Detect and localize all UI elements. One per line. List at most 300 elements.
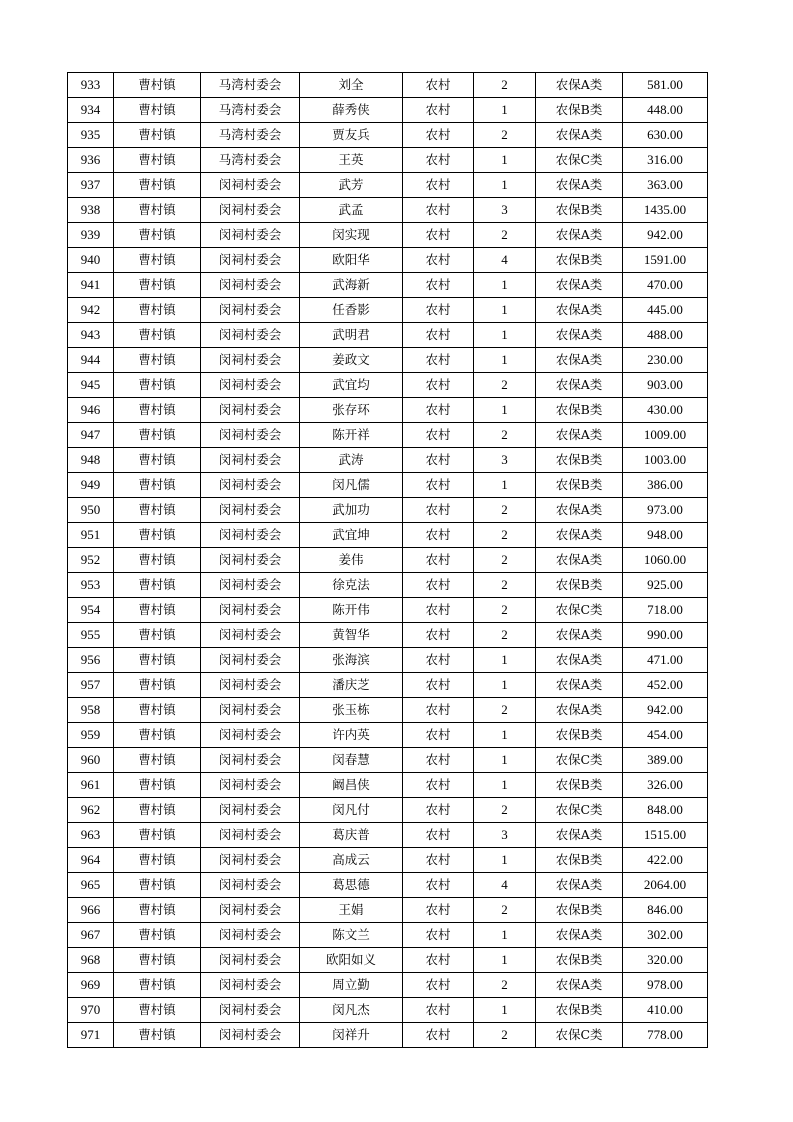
table-row (68, 748, 708, 773)
table-row (68, 998, 708, 1023)
table-row (68, 223, 708, 248)
village-committee-cell: 闵祠村委会 (201, 748, 300, 773)
insurance-category-cell: 农保C类 (536, 798, 623, 823)
amount-cell: 990.00 (623, 623, 708, 648)
table-row (68, 948, 708, 973)
household-type-cell: 农村 (403, 123, 474, 148)
town-cell: 曹村镇 (114, 548, 201, 573)
insurance-category-cell: 农保A类 (536, 423, 623, 448)
household-size-cell: 1 (474, 998, 536, 1023)
table-row (68, 98, 708, 123)
table-row (68, 423, 708, 448)
amount-cell: 1591.00 (623, 248, 708, 273)
household-size-cell: 2 (474, 698, 536, 723)
amount-cell: 389.00 (623, 748, 708, 773)
amount-cell: 471.00 (623, 648, 708, 673)
serial-number-cell: 955 (68, 623, 114, 648)
name-cell: 武加功 (300, 498, 403, 523)
name-cell: 王英 (300, 148, 403, 173)
town-cell: 曹村镇 (114, 798, 201, 823)
village-committee-cell: 马湾村委会 (201, 123, 300, 148)
town-cell: 曹村镇 (114, 673, 201, 698)
town-cell: 曹村镇 (114, 998, 201, 1023)
serial-number-cell: 961 (68, 773, 114, 798)
name-cell: 张海滨 (300, 648, 403, 673)
town-cell: 曹村镇 (114, 523, 201, 548)
household-type-cell: 农村 (403, 323, 474, 348)
name-cell: 闵实现 (300, 223, 403, 248)
village-committee-cell: 闵祠村委会 (201, 623, 300, 648)
household-type-cell: 农村 (403, 198, 474, 223)
household-type-cell: 农村 (403, 648, 474, 673)
name-cell: 陈开伟 (300, 598, 403, 623)
table-row (68, 598, 708, 623)
name-cell: 潘庆芝 (300, 673, 403, 698)
household-size-cell: 2 (474, 223, 536, 248)
village-committee-cell: 闵祠村委会 (201, 373, 300, 398)
village-committee-cell: 闵祠村委会 (201, 673, 300, 698)
household-type-cell: 农村 (403, 548, 474, 573)
insurance-category-cell: 农保A类 (536, 273, 623, 298)
village-committee-cell: 闵祠村委会 (201, 698, 300, 723)
serial-number-cell: 953 (68, 573, 114, 598)
name-cell: 武涛 (300, 448, 403, 473)
table-row (68, 773, 708, 798)
amount-cell: 363.00 (623, 173, 708, 198)
table-row (68, 348, 708, 373)
amount-cell: 454.00 (623, 723, 708, 748)
amount-cell: 1060.00 (623, 548, 708, 573)
household-size-cell: 1 (474, 398, 536, 423)
table-row (68, 573, 708, 598)
name-cell: 许内英 (300, 723, 403, 748)
amount-cell: 778.00 (623, 1023, 708, 1048)
amount-cell: 448.00 (623, 98, 708, 123)
village-committee-cell: 闵祠村委会 (201, 723, 300, 748)
table-row (68, 523, 708, 548)
serial-number-cell: 970 (68, 998, 114, 1023)
serial-number-cell: 968 (68, 948, 114, 973)
table-row (68, 123, 708, 148)
serial-number-cell: 943 (68, 323, 114, 348)
insurance-category-cell: 农保B类 (536, 573, 623, 598)
amount-cell: 488.00 (623, 323, 708, 348)
household-type-cell: 农村 (403, 573, 474, 598)
town-cell: 曹村镇 (114, 923, 201, 948)
table-row (68, 823, 708, 848)
insurance-category-cell: 农保A类 (536, 673, 623, 698)
amount-cell: 410.00 (623, 998, 708, 1023)
household-type-cell: 农村 (403, 248, 474, 273)
village-committee-cell: 马湾村委会 (201, 98, 300, 123)
insurance-category-cell: 农保B类 (536, 948, 623, 973)
table-row (68, 498, 708, 523)
name-cell: 周立勤 (300, 973, 403, 998)
amount-cell: 925.00 (623, 573, 708, 598)
amount-cell: 948.00 (623, 523, 708, 548)
village-committee-cell: 闵祠村委会 (201, 823, 300, 848)
household-type-cell: 农村 (403, 448, 474, 473)
name-cell: 武孟 (300, 198, 403, 223)
insurance-category-cell: 农保C类 (536, 148, 623, 173)
household-size-cell: 2 (474, 123, 536, 148)
town-cell: 曹村镇 (114, 248, 201, 273)
insurance-category-cell: 农保C类 (536, 598, 623, 623)
household-type-cell: 农村 (403, 798, 474, 823)
household-size-cell: 4 (474, 248, 536, 273)
household-type-cell: 农村 (403, 823, 474, 848)
name-cell: 武芳 (300, 173, 403, 198)
amount-cell: 1009.00 (623, 423, 708, 448)
household-type-cell: 农村 (403, 273, 474, 298)
insurance-category-cell: 农保A类 (536, 223, 623, 248)
village-committee-cell: 闵祠村委会 (201, 473, 300, 498)
village-committee-cell: 闵祠村委会 (201, 523, 300, 548)
town-cell: 曹村镇 (114, 423, 201, 448)
household-type-cell: 农村 (403, 348, 474, 373)
name-cell: 武宜均 (300, 373, 403, 398)
household-size-cell: 2 (474, 73, 536, 98)
serial-number-cell: 952 (68, 548, 114, 573)
amount-cell: 1003.00 (623, 448, 708, 473)
household-type-cell: 农村 (403, 473, 474, 498)
household-type-cell: 农村 (403, 73, 474, 98)
household-size-cell: 3 (474, 198, 536, 223)
name-cell: 武宜坤 (300, 523, 403, 548)
serial-number-cell: 959 (68, 723, 114, 748)
town-cell: 曹村镇 (114, 823, 201, 848)
name-cell: 闵凡付 (300, 798, 403, 823)
village-committee-cell: 闵祠村委会 (201, 423, 300, 448)
table-row (68, 848, 708, 873)
household-type-cell: 农村 (403, 948, 474, 973)
household-type-cell: 农村 (403, 698, 474, 723)
insurance-category-cell: 农保B类 (536, 198, 623, 223)
town-cell: 曹村镇 (114, 898, 201, 923)
amount-cell: 316.00 (623, 148, 708, 173)
household-size-cell: 2 (474, 498, 536, 523)
town-cell: 曹村镇 (114, 348, 201, 373)
household-type-cell: 农村 (403, 223, 474, 248)
insurance-category-cell: 农保A类 (536, 348, 623, 373)
household-size-cell: 1 (474, 848, 536, 873)
household-size-cell: 1 (474, 323, 536, 348)
name-cell: 贾友兵 (300, 123, 403, 148)
household-type-cell: 农村 (403, 298, 474, 323)
household-type-cell: 农村 (403, 748, 474, 773)
village-committee-cell: 马湾村委会 (201, 73, 300, 98)
household-type-cell: 农村 (403, 173, 474, 198)
serial-number-cell: 941 (68, 273, 114, 298)
village-committee-cell: 闵祠村委会 (201, 973, 300, 998)
village-committee-cell: 闵祠村委会 (201, 173, 300, 198)
household-type-cell: 农村 (403, 398, 474, 423)
table-row (68, 973, 708, 998)
household-type-cell: 农村 (403, 423, 474, 448)
village-committee-cell: 马湾村委会 (201, 148, 300, 173)
table-row (68, 198, 708, 223)
town-cell: 曹村镇 (114, 773, 201, 798)
insurance-category-cell: 农保C类 (536, 748, 623, 773)
amount-cell: 452.00 (623, 673, 708, 698)
serial-number-cell: 938 (68, 198, 114, 223)
serial-number-cell: 960 (68, 748, 114, 773)
village-committee-cell: 闵祠村委会 (201, 948, 300, 973)
insurance-category-cell: 农保A类 (536, 323, 623, 348)
household-type-cell: 农村 (403, 498, 474, 523)
serial-number-cell: 951 (68, 523, 114, 548)
name-cell: 张存环 (300, 398, 403, 423)
table-row (68, 373, 708, 398)
household-size-cell: 2 (474, 973, 536, 998)
table-row (68, 248, 708, 273)
village-committee-cell: 闵祠村委会 (201, 898, 300, 923)
serial-number-cell: 965 (68, 873, 114, 898)
town-cell: 曹村镇 (114, 398, 201, 423)
amount-cell: 942.00 (623, 223, 708, 248)
table-row (68, 723, 708, 748)
serial-number-cell: 942 (68, 298, 114, 323)
table-row (68, 173, 708, 198)
table-row (68, 1023, 708, 1048)
household-size-cell: 4 (474, 873, 536, 898)
household-type-cell: 农村 (403, 873, 474, 898)
household-type-cell: 农村 (403, 98, 474, 123)
town-cell: 曹村镇 (114, 473, 201, 498)
household-size-cell: 1 (474, 173, 536, 198)
village-committee-cell: 闵祠村委会 (201, 398, 300, 423)
village-committee-cell: 闵祠村委会 (201, 348, 300, 373)
serial-number-cell: 954 (68, 598, 114, 623)
serial-number-cell: 966 (68, 898, 114, 923)
beneficiary-table (67, 72, 708, 1048)
amount-cell: 718.00 (623, 598, 708, 623)
name-cell: 陈文兰 (300, 923, 403, 948)
household-size-cell: 2 (474, 798, 536, 823)
town-cell: 曹村镇 (114, 373, 201, 398)
table-row (68, 323, 708, 348)
serial-number-cell: 950 (68, 498, 114, 523)
household-size-cell: 1 (474, 723, 536, 748)
town-cell: 曹村镇 (114, 1023, 201, 1048)
household-type-cell: 农村 (403, 673, 474, 698)
serial-number-cell: 936 (68, 148, 114, 173)
village-committee-cell: 闵祠村委会 (201, 998, 300, 1023)
town-cell: 曹村镇 (114, 623, 201, 648)
village-committee-cell: 闵祠村委会 (201, 873, 300, 898)
serial-number-cell: 939 (68, 223, 114, 248)
town-cell: 曹村镇 (114, 273, 201, 298)
household-size-cell: 2 (474, 1023, 536, 1048)
amount-cell: 581.00 (623, 73, 708, 98)
village-committee-cell: 闵祠村委会 (201, 923, 300, 948)
name-cell: 姜政文 (300, 348, 403, 373)
village-committee-cell: 闵祠村委会 (201, 548, 300, 573)
town-cell: 曹村镇 (114, 323, 201, 348)
household-size-cell: 1 (474, 273, 536, 298)
household-type-cell: 农村 (403, 723, 474, 748)
household-size-cell: 1 (474, 98, 536, 123)
table-row (68, 473, 708, 498)
table-row (68, 698, 708, 723)
household-type-cell: 农村 (403, 598, 474, 623)
amount-cell: 386.00 (623, 473, 708, 498)
town-cell: 曹村镇 (114, 73, 201, 98)
insurance-category-cell: 农保A类 (536, 648, 623, 673)
serial-number-cell: 971 (68, 1023, 114, 1048)
insurance-category-cell: 农保A类 (536, 873, 623, 898)
amount-cell: 2064.00 (623, 873, 708, 898)
serial-number-cell: 957 (68, 673, 114, 698)
amount-cell: 326.00 (623, 773, 708, 798)
village-committee-cell: 闵祠村委会 (201, 273, 300, 298)
name-cell: 姜伟 (300, 548, 403, 573)
village-committee-cell: 闵祠村委会 (201, 1023, 300, 1048)
serial-number-cell: 937 (68, 173, 114, 198)
town-cell: 曹村镇 (114, 748, 201, 773)
serial-number-cell: 947 (68, 423, 114, 448)
household-size-cell: 3 (474, 448, 536, 473)
household-size-cell: 2 (474, 423, 536, 448)
amount-cell: 942.00 (623, 698, 708, 723)
name-cell: 葛庆普 (300, 823, 403, 848)
table-body (68, 73, 708, 1048)
town-cell: 曹村镇 (114, 598, 201, 623)
name-cell: 陈开祥 (300, 423, 403, 448)
name-cell: 阚昌侠 (300, 773, 403, 798)
amount-cell: 1435.00 (623, 198, 708, 223)
town-cell: 曹村镇 (114, 298, 201, 323)
serial-number-cell: 964 (68, 848, 114, 873)
serial-number-cell: 940 (68, 248, 114, 273)
town-cell: 曹村镇 (114, 148, 201, 173)
household-type-cell: 农村 (403, 898, 474, 923)
village-committee-cell: 闵祠村委会 (201, 598, 300, 623)
table-row (68, 148, 708, 173)
village-committee-cell: 闵祠村委会 (201, 298, 300, 323)
name-cell: 王娟 (300, 898, 403, 923)
name-cell: 任香影 (300, 298, 403, 323)
name-cell: 欧阳如义 (300, 948, 403, 973)
amount-cell: 1515.00 (623, 823, 708, 848)
household-size-cell: 2 (474, 623, 536, 648)
insurance-category-cell: 农保A类 (536, 373, 623, 398)
table-row (68, 298, 708, 323)
household-type-cell: 农村 (403, 1023, 474, 1048)
town-cell: 曹村镇 (114, 723, 201, 748)
insurance-category-cell: 农保A类 (536, 173, 623, 198)
village-committee-cell: 闵祠村委会 (201, 223, 300, 248)
name-cell: 武海新 (300, 273, 403, 298)
village-committee-cell: 闵祠村委会 (201, 498, 300, 523)
household-type-cell: 农村 (403, 848, 474, 873)
serial-number-cell: 944 (68, 348, 114, 373)
amount-cell: 230.00 (623, 348, 708, 373)
town-cell: 曹村镇 (114, 173, 201, 198)
insurance-category-cell: 农保A类 (536, 123, 623, 148)
amount-cell: 302.00 (623, 923, 708, 948)
insurance-category-cell: 农保C类 (536, 1023, 623, 1048)
insurance-category-cell: 农保B类 (536, 448, 623, 473)
household-size-cell: 2 (474, 548, 536, 573)
amount-cell: 430.00 (623, 398, 708, 423)
amount-cell: 973.00 (623, 498, 708, 523)
insurance-category-cell: 农保A类 (536, 823, 623, 848)
town-cell: 曹村镇 (114, 448, 201, 473)
household-size-cell: 1 (474, 148, 536, 173)
village-committee-cell: 闵祠村委会 (201, 648, 300, 673)
serial-number-cell: 962 (68, 798, 114, 823)
household-type-cell: 农村 (403, 973, 474, 998)
name-cell: 张玉栋 (300, 698, 403, 723)
village-committee-cell: 闵祠村委会 (201, 798, 300, 823)
name-cell: 葛思德 (300, 873, 403, 898)
insurance-category-cell: 农保B类 (536, 998, 623, 1023)
household-type-cell: 农村 (403, 148, 474, 173)
serial-number-cell: 948 (68, 448, 114, 473)
insurance-category-cell: 农保A类 (536, 498, 623, 523)
insurance-category-cell: 农保A类 (536, 623, 623, 648)
name-cell: 闵凡杰 (300, 998, 403, 1023)
household-type-cell: 农村 (403, 623, 474, 648)
household-type-cell: 农村 (403, 923, 474, 948)
insurance-category-cell: 农保B类 (536, 898, 623, 923)
serial-number-cell: 945 (68, 373, 114, 398)
village-committee-cell: 闵祠村委会 (201, 448, 300, 473)
name-cell: 徐克法 (300, 573, 403, 598)
table-row (68, 673, 708, 698)
serial-number-cell: 956 (68, 648, 114, 673)
household-size-cell: 1 (474, 348, 536, 373)
amount-cell: 846.00 (623, 898, 708, 923)
household-size-cell: 2 (474, 373, 536, 398)
village-committee-cell: 闵祠村委会 (201, 198, 300, 223)
table-row (68, 448, 708, 473)
household-size-cell: 1 (474, 948, 536, 973)
town-cell: 曹村镇 (114, 198, 201, 223)
amount-cell: 470.00 (623, 273, 708, 298)
name-cell: 薛秀侠 (300, 98, 403, 123)
name-cell: 武明君 (300, 323, 403, 348)
village-committee-cell: 闵祠村委会 (201, 848, 300, 873)
table-row (68, 798, 708, 823)
table-row (68, 73, 708, 98)
amount-cell: 630.00 (623, 123, 708, 148)
town-cell: 曹村镇 (114, 98, 201, 123)
household-size-cell: 3 (474, 823, 536, 848)
household-type-cell: 农村 (403, 773, 474, 798)
insurance-category-cell: 农保A类 (536, 298, 623, 323)
household-size-cell: 2 (474, 898, 536, 923)
household-type-cell: 农村 (403, 998, 474, 1023)
village-committee-cell: 闵祠村委会 (201, 323, 300, 348)
household-type-cell: 农村 (403, 373, 474, 398)
serial-number-cell: 958 (68, 698, 114, 723)
household-size-cell: 1 (474, 298, 536, 323)
serial-number-cell: 946 (68, 398, 114, 423)
household-size-cell: 1 (474, 773, 536, 798)
name-cell: 黄智华 (300, 623, 403, 648)
amount-cell: 422.00 (623, 848, 708, 873)
table-row (68, 623, 708, 648)
household-size-cell: 1 (474, 673, 536, 698)
town-cell: 曹村镇 (114, 873, 201, 898)
serial-number-cell: 933 (68, 73, 114, 98)
table-row (68, 923, 708, 948)
amount-cell: 903.00 (623, 373, 708, 398)
table-row (68, 898, 708, 923)
serial-number-cell: 969 (68, 973, 114, 998)
